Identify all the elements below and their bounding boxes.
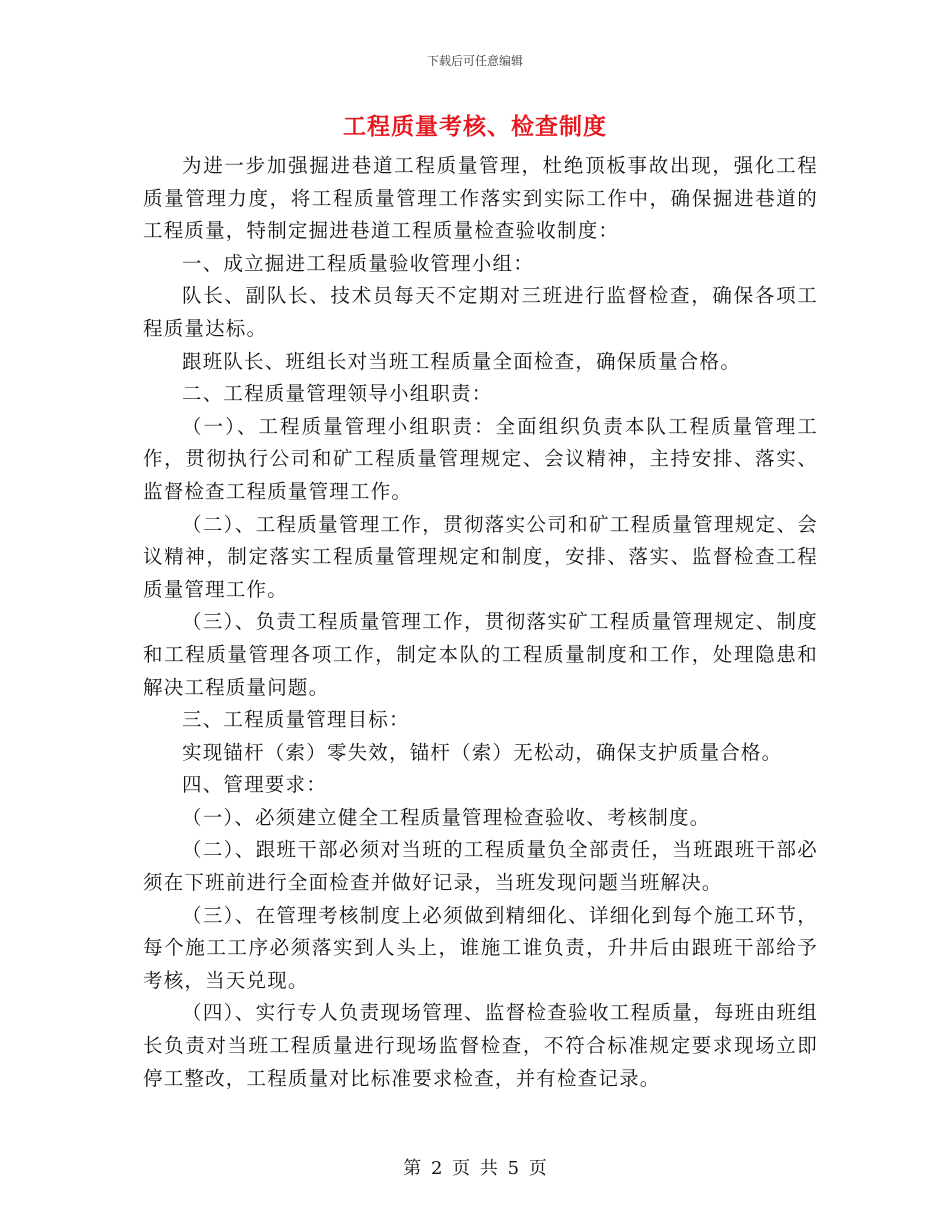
section-heading-1: 一、成立掘进工程质量验收管理小组： [182, 251, 534, 275]
paragraph: （二）、跟班干部必须对当班的工程质量负全部责任，当班跟班干部必须在下班前进行全面检查并做好记录，当班发现问题当班解决。 [143, 838, 818, 895]
paragraph: 跟班队长、班组长对当班工程质量全面检查，确保质量合格。 [182, 349, 741, 373]
paragraph: （一）、工程质量管理小组职责：全面组织负责本队工程质量管理工作，贯彻执行公司和矿工程质量管理规定、会议精神，主持安排、落实、监督检查工程质量管理工作。 [143, 414, 818, 503]
document-body [143, 150, 818, 1095]
document-title: 工程质量考核、检查制度 [343, 114, 607, 140]
section-heading-3: 三、工程质量管理目标： [182, 708, 410, 732]
paragraph: （四）、实行专人负责现场管理、监督检查验收工程质量，每班由班组长负责对当班工程质量进行现场监督检查，不符合标准规定要求现场立即停工整改，工程质量对比标准要求检查，并有检查记录。 [143, 1001, 818, 1090]
paragraph: （一）、必须建立健全工程质量管理检查验收、考核制度。 [182, 805, 711, 829]
paragraph: 队长、副队长、技术员每天不定期对三班进行监督检查，确保各项工程质量达标。 [143, 284, 818, 340]
paragraph-intro: 为进一步加强掘进巷道工程质量管理，杜绝顶板事故出现，强化工程质量管理力度，将工程质量管理工作落实到实际工作中，确保掘进巷道的工程质量，特制定掘进巷道工程质量检查验收制度： [143, 154, 818, 243]
paragraph: （二）、工程质量管理工作，贯彻落实公司和矿工程质量管理规定、会议精神，制定落实工程质量管理规定和制度，安排、落实、监督检查工程质量管理工作。 [143, 512, 818, 601]
paragraph: （三）、在管理考核制度上必须做到精细化、详细化到每个施工环节，每个施工工序必须落实到人头上，谁施工谁负责，升井后由跟班干部给予考核，当天兑现。 [143, 903, 818, 992]
section-heading-2: 二、工程质量管理领导小组职责： [182, 382, 493, 406]
paragraph: 实现锚杆（索）零失效，锚杆（索）无松动，确保支护质量合格。 [182, 740, 783, 764]
page-number: 第 2 页 共 5 页 [403, 1158, 547, 1179]
header-note: 下载后可任意编辑 [426, 54, 523, 68]
paragraph: （三）、负责工程质量管理工作，贯彻落实矿工程质量管理规定、制度和工程质量管理各项工作，制定本队的工程质量制度和工作，处理隐患和解决工程质量问题。 [143, 610, 818, 699]
section-heading-4: 四、管理要求： [182, 773, 327, 797]
